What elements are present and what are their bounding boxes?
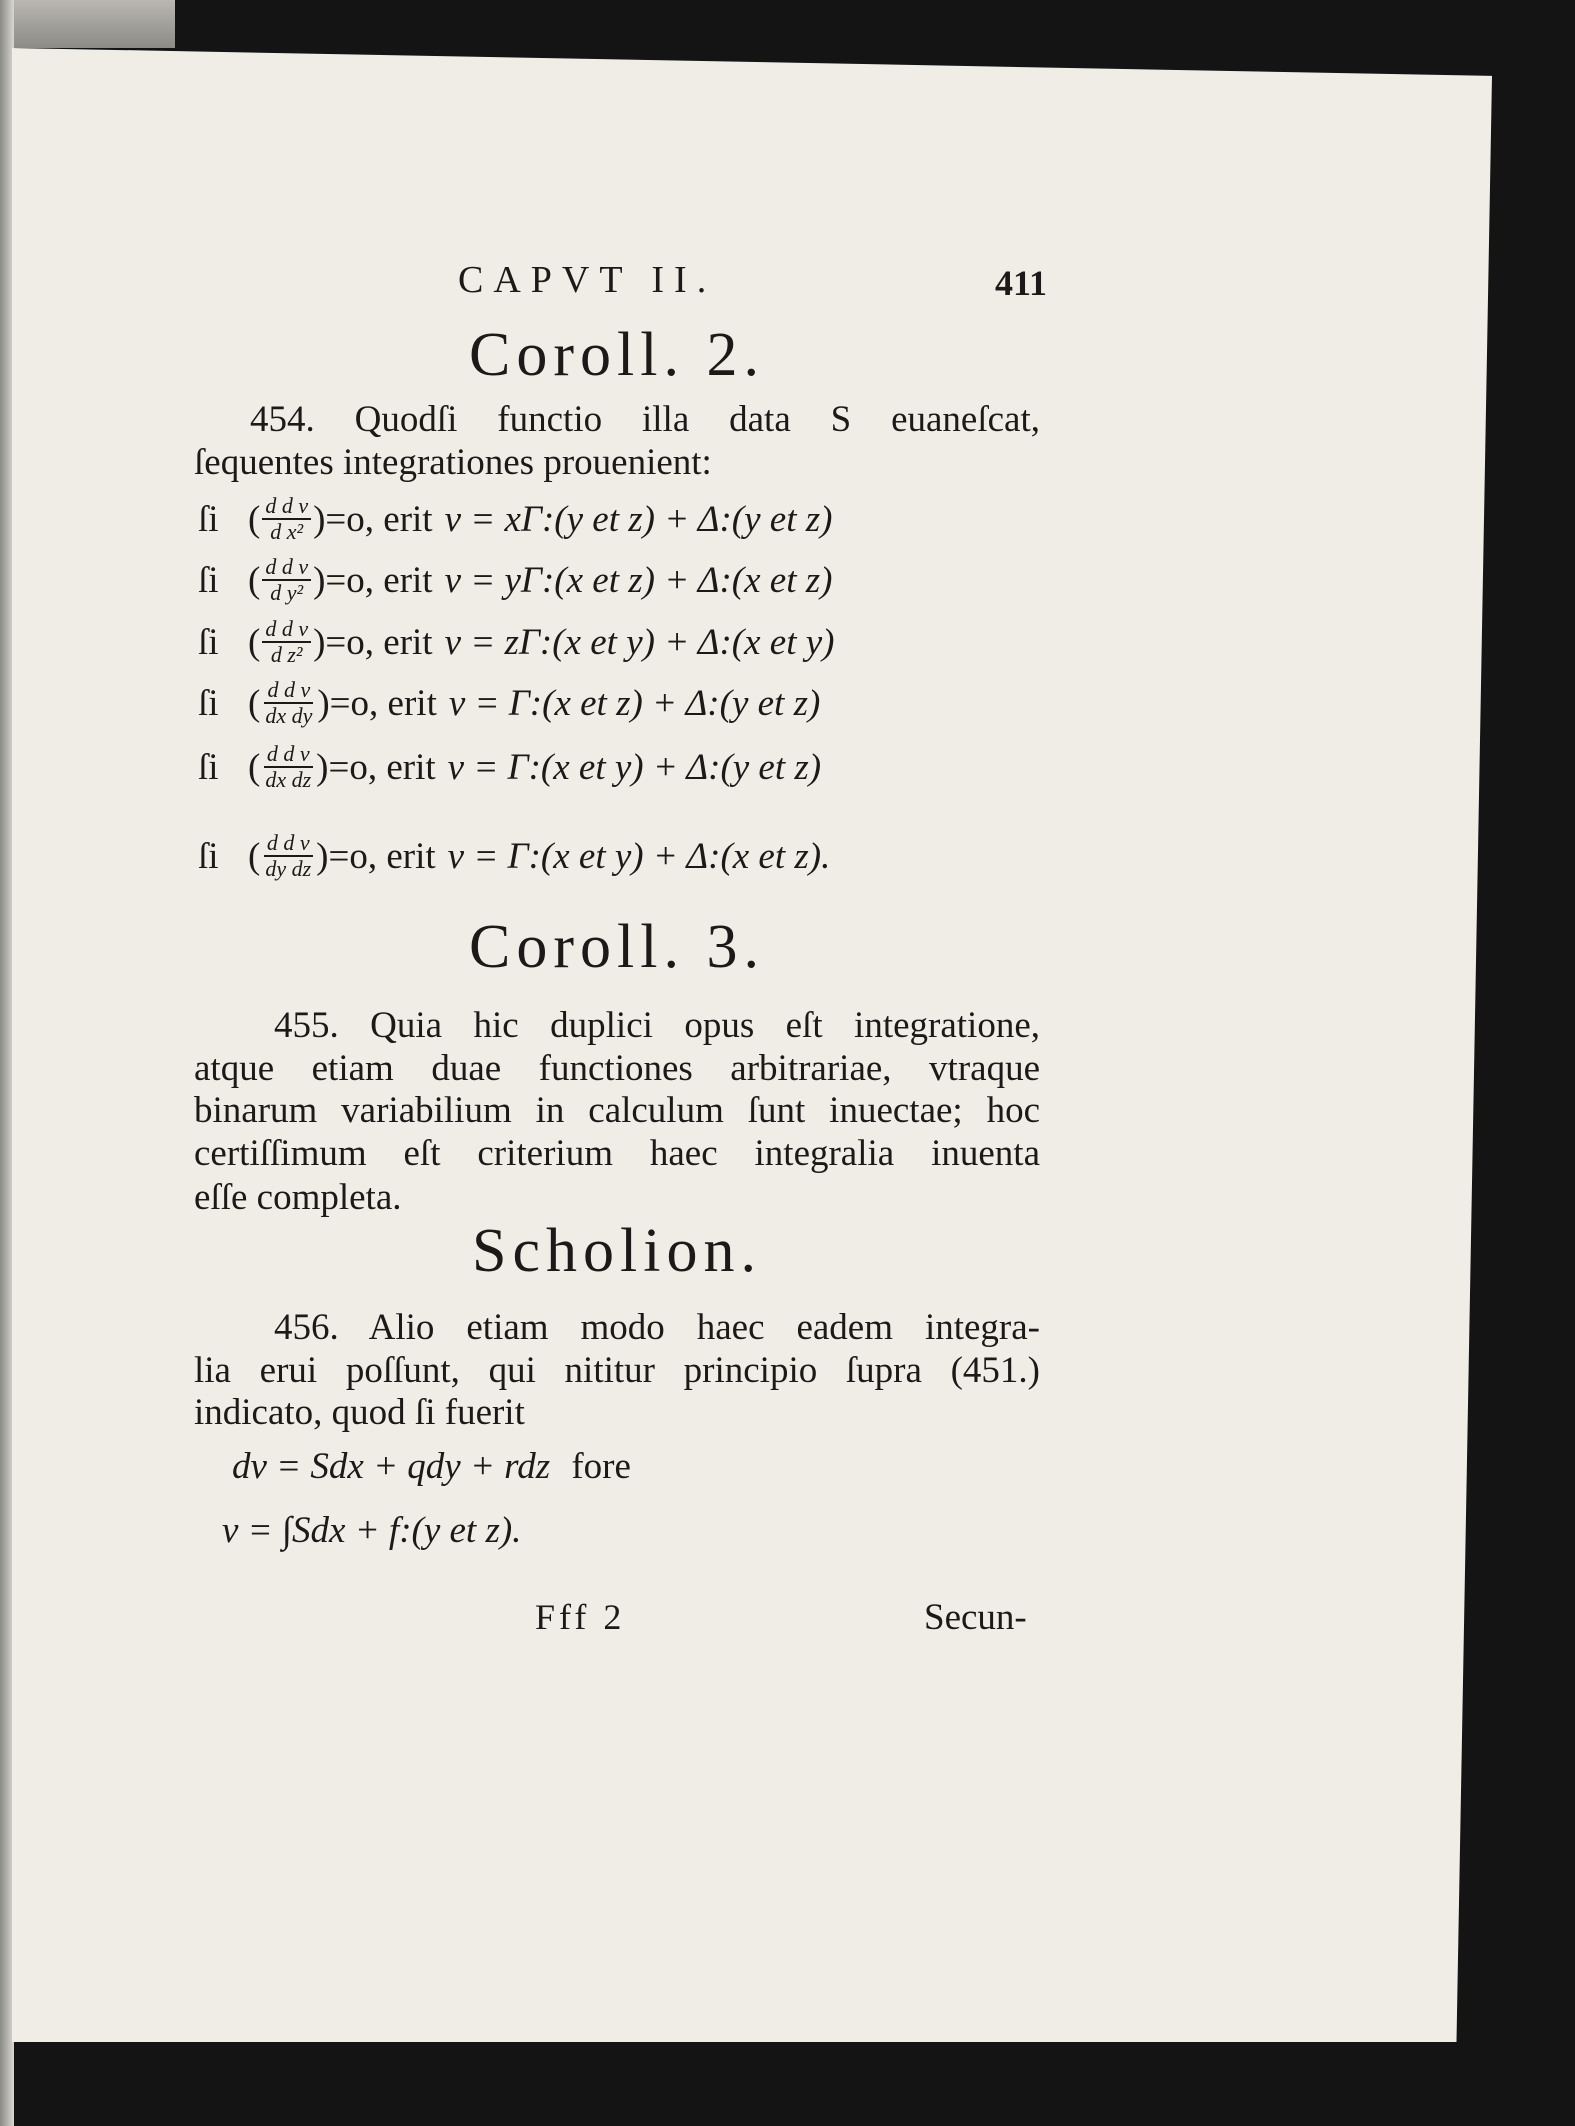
corollary-2-heading: Coroll. 2. [469,321,765,389]
paragraph-455-line: 455. Quia hic duplici opus eſt integratione, [274,1005,1040,1046]
fraction-denominator: dy dz [265,856,312,881]
fraction-denominator: dx dz [265,767,312,792]
formula-result: v = zΓ:(x et y) + Δ:(x et y) [444,621,835,663]
formula-condition: )=o, erit [316,746,436,788]
integration-formula [198,826,1038,886]
paragraph-456-line: 456. Alio etiam modo haec eadem integra- [274,1307,1040,1348]
formula-condition: )=o, erit [313,498,433,540]
fraction-numerator: d d v [262,494,311,520]
formula-result: v = Γ:(x et z) + Δ:(y et z) [448,682,821,724]
paragraph-456-line: indicato, quod ſi fuerit [194,1392,525,1433]
fraction-numerator: d d v [262,555,311,581]
corollary-3-heading: Coroll. 3. [469,913,765,981]
fraction-numerator: d d v [264,678,313,704]
equation-v: v = ∫Sdx + f:(y et z). [222,1510,522,1551]
formula-si: ſi [198,559,219,601]
integration-formula [198,550,1038,610]
equation-dv [232,1445,631,1488]
formula-open-paren: ( [248,559,261,601]
page-number: 411 [995,263,1048,303]
formula-open-paren: ( [248,498,261,540]
fraction-denominator: d x² [270,519,304,544]
formula-condition: )=o, erit [313,559,433,601]
formula-fraction [262,742,314,792]
fraction-numerator: d d v [262,617,311,643]
formula-condition: )=o, erit [317,682,437,724]
formula-si: ſi [198,621,219,663]
formula-result: v = Γ:(x et y) + Δ:(y et z) [447,746,822,788]
formula-open-paren: ( [248,746,261,788]
formula-result: v = xΓ:(y et z) + Δ:(y et z) [444,498,833,540]
formula-fraction [262,494,311,544]
integration-formula [198,489,1038,549]
catchword: Secun- [924,1597,1027,1638]
formula-si: ſi [198,835,219,877]
formula-open-paren: ( [248,682,261,724]
book-binding-top [0,0,175,48]
formula-si: ſi [198,682,219,724]
formula-fraction [262,555,311,605]
integration-formula [198,612,1038,672]
paragraph-455-line: binarum variabilium in calculum ſunt inuectae; hoc [194,1090,1040,1131]
integration-formula [198,673,1038,733]
fraction-numerator: d d v [264,831,313,857]
integration-formula [198,737,1038,797]
fraction-numerator: d d v [264,742,313,768]
paragraph-455-line: eſſe completa. [194,1177,402,1218]
formula-condition: )=o, erit [313,621,433,663]
paragraph-454-line: ſequentes integrationes prouenient: [194,442,712,483]
running-title: CAPVT II. [458,259,717,301]
formula-si: ſi [198,746,219,788]
formula-open-paren: ( [248,621,261,663]
formula-result: v = Γ:(x et y) + Δ:(x et z). [447,835,831,877]
fraction-denominator: d z² [270,642,303,667]
scholion-heading: Scholion. [472,1217,762,1285]
equation-dv-expression: dv = Sdx + qdy + rdz [232,1446,551,1487]
formula-open-paren: ( [248,835,261,877]
formula-result: v = yΓ:(x et z) + Δ:(x et z) [444,559,833,601]
book-binding [0,0,14,2126]
formula-si: ſi [198,498,219,540]
formula-condition: )=o, erit [316,835,436,877]
paragraph-455-line: certiſſimum eſt criterium haec integralia inuenta [194,1133,1040,1174]
formula-fraction [262,617,311,667]
formula-fraction [262,678,315,728]
formula-fraction [262,831,314,881]
fraction-denominator: dx dy [265,703,313,728]
paragraph-455-line: atque etiam duae functiones arbitrariae, vtraque [194,1048,1040,1089]
equation-dv-suffix: fore [571,1446,631,1487]
paragraph-456-line: lia erui poſſunt, qui nititur principio ſupra (451.) [194,1350,1040,1391]
signature-mark: Fff 2 [535,1597,626,1637]
fraction-denominator: d y² [270,580,304,605]
paragraph-454-line: 454. Quodſi functio illa data S euaneſcat, [250,399,1040,440]
